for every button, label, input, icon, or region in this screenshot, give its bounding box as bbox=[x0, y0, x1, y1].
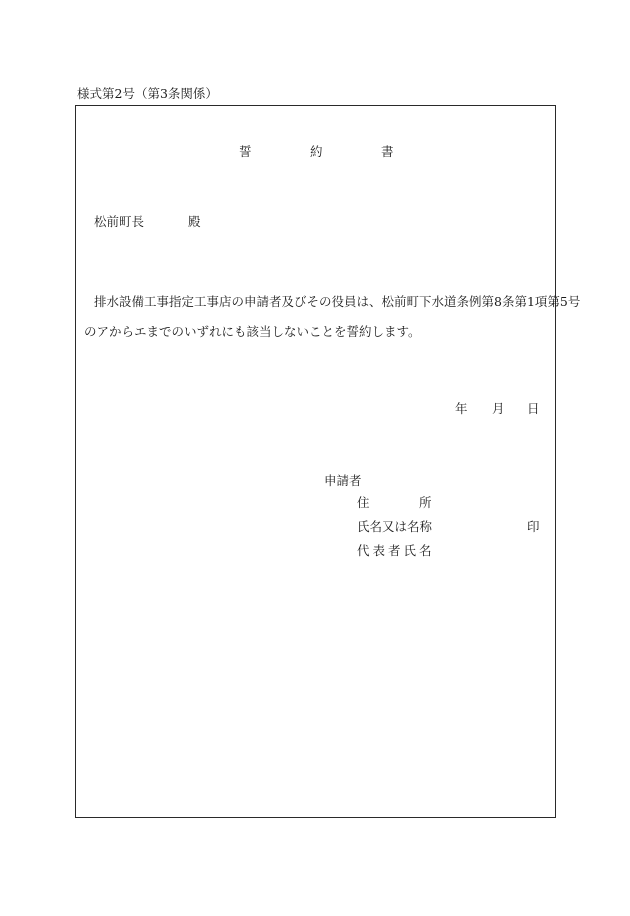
pledge-text-line-1: 排水設備工事指定工事店の申請者及びその役員は、松前町下水道条例第8条第1項第5号 bbox=[94, 294, 581, 309]
form-frame bbox=[75, 105, 556, 818]
date-day-label: 日 bbox=[527, 401, 540, 416]
addressee-name: 松前町長 bbox=[94, 214, 145, 229]
seal-mark: 印 bbox=[527, 519, 540, 534]
address-label-char-2: 所 bbox=[419, 495, 432, 510]
date-month-label: 月 bbox=[492, 401, 505, 416]
applicant-label: 申請者 bbox=[324, 473, 362, 488]
pledge-text-line-2: のアからエまでのいずれにも該当しないことを誓約します。 bbox=[84, 324, 421, 339]
title-char-2: 約 bbox=[310, 144, 323, 159]
address-label-char-1: 住 bbox=[357, 495, 370, 510]
addressee-honorific: 殿 bbox=[188, 214, 201, 229]
title-char-1: 誓 bbox=[239, 144, 252, 159]
name-label: 氏名又は名称 bbox=[357, 519, 433, 534]
representative-name-label: 代表者氏名 bbox=[357, 543, 435, 558]
form-number-label: 様式第2号（第3条関係） bbox=[77, 86, 218, 101]
title-char-3: 書 bbox=[381, 144, 394, 159]
date-year-label: 年 bbox=[455, 401, 468, 416]
